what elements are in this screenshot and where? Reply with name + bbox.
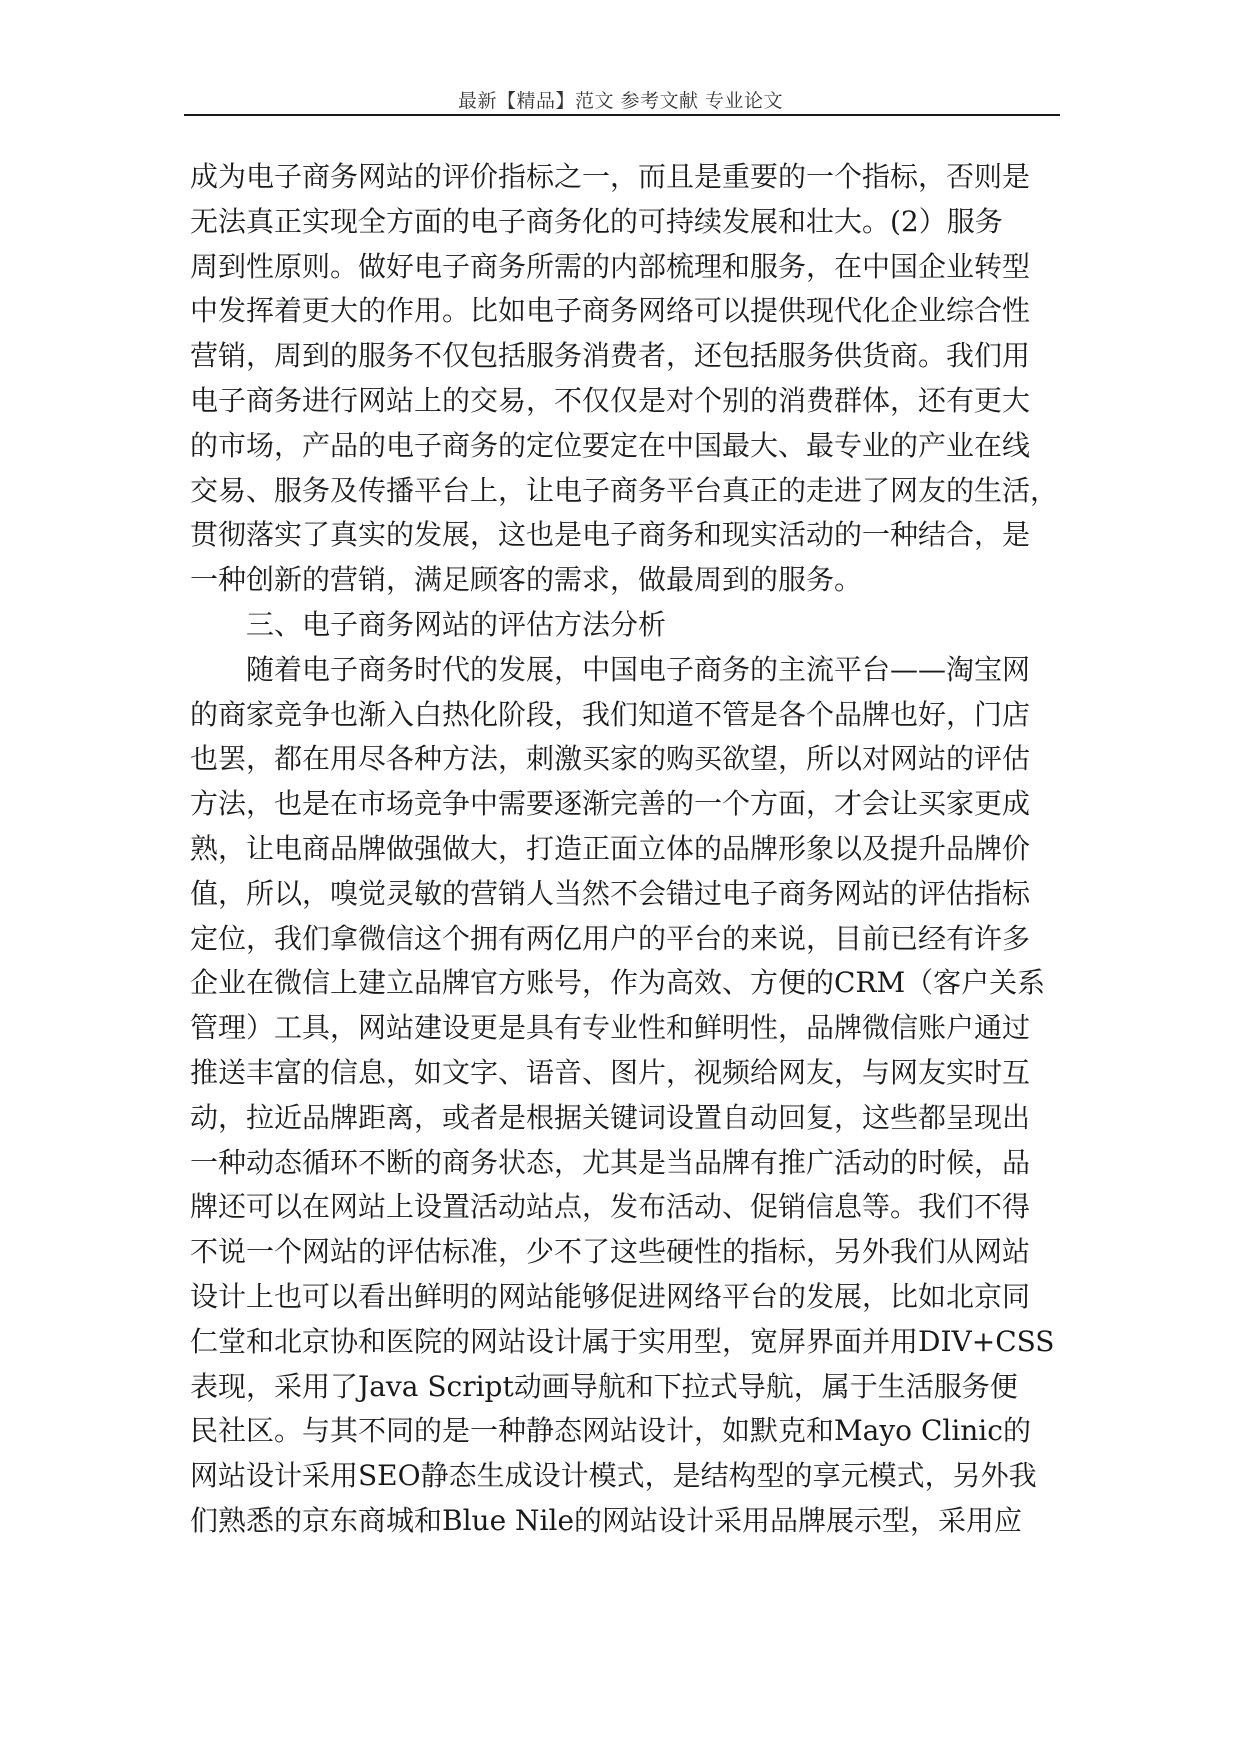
text-line: 仁堂和北京协和医院的网站设计属于实用型，宽屏界面并用DIV+CSS	[190, 1324, 1055, 1358]
text-line: 中发挥着更大的作用。比如电子商务网络可以提供现代化企业综合性	[190, 294, 1031, 328]
text-line: 定位，我们拿微信这个拥有两亿用户的平台的来说，目前已经有许多	[190, 921, 1031, 955]
text-line: 们熟悉的京东商城和Blue Nile的网站设计采用品牌展示型，采用应	[190, 1503, 1023, 1537]
text-line: 熟，让电商品牌做强做大，打造正面立体的品牌形象以及提升品牌价	[190, 831, 1031, 865]
text-line: 动，拉近品牌距离，或者是根据关键词设置自动回复，这些都呈现出	[190, 1100, 1031, 1134]
text-line: 也罢，都在用尽各种方法，刺激买家的购买欲望，所以对网站的评估	[190, 742, 1031, 776]
text-line: 一种动态循环不断的商务状态，尤其是当品牌有推广活动的时候，品	[190, 1145, 1031, 1179]
text-line: 营销，周到的服务不仅包括服务消费者，还包括服务供货商。我们用	[190, 339, 1031, 373]
header-divider	[184, 114, 1060, 116]
text-line: 随着电子商务时代的发展，中国电子商务的主流平台——淘宝网	[246, 652, 1031, 686]
page-header: 最新【精品】范文 参考文献 专业论文	[457, 90, 784, 112]
text-line: 贯彻落实了真实的发展，这也是电子商务和现实活动的一种结合，是	[190, 518, 1031, 552]
text-line: 网站设计采用SEO静态生成设计模式，是结构型的享元模式，另外我	[190, 1459, 1037, 1493]
text-line: 方法，也是在市场竞争中需要逐渐完善的一个方面，才会让买家更成	[190, 787, 1031, 821]
text-line: 设计上也可以看出鲜明的网站能够促进网络平台的发展，比如北京同	[190, 1279, 1031, 1313]
text-line: 值，所以，嗅觉灵敏的营销人当然不会错过电子商务网站的评估指标	[190, 876, 1031, 910]
text-line: 企业在微信上建立品牌官方账号，作为高效、方便的CRM（客户关系	[190, 966, 1046, 1000]
text-line: 牌还可以在网站上设置活动站点，发布活动、促销信息等。我们不得	[190, 1190, 1031, 1224]
text-line: 民社区。与其不同的是一种静态网站设计，如默克和Mayo Clinic的	[190, 1414, 1031, 1448]
text-line: 表现，采用了Java Script动画导航和下拉式导航，属于生活服务便	[190, 1369, 1018, 1403]
text-line: 交易、服务及传播平台上，让电子商务平台真正的走进了网友的生活，	[190, 473, 1059, 507]
text-line: 一种创新的营销，满足顾客的需求，做最周到的服务。	[190, 563, 863, 597]
text-line: 的市场，产品的电子商务的定位要定在中国最大、最专业的产业在线	[190, 428, 1031, 462]
text-line: 不说一个网站的评估标准，少不了这些硬性的指标，另外我们从网站	[190, 1235, 1031, 1269]
text-line: 电子商务进行网站上的交易，不仅仅是对个别的消费群体，还有更大	[190, 383, 1031, 417]
text-line: 成为电子商务网站的评价指标之一，而且是重要的一个指标，否则是	[190, 160, 1031, 193]
text-line: 的商家竞争也渐入白热化阶段，我们知道不管是各个品牌也好，门店	[190, 697, 1031, 731]
text-line: 管理）工具，网站建设更是具有专业性和鲜明性，品牌微信账户通过	[190, 1011, 1031, 1045]
text-line: 无法真正实现全方面的电子商务化的可持续发展和壮大。(2）服务	[190, 204, 1003, 238]
text-line: 周到性原则。做好电子商务所需的内部梳理和服务，在中国企业转型	[190, 249, 1031, 283]
text-line: 推送丰富的信息，如文字、语音、图片，视频给网友，与网友实时互	[190, 1055, 1031, 1089]
section-heading: 三、电子商务网站的评估方法分析	[246, 607, 667, 641]
body-text	[190, 155, 1090, 1544]
